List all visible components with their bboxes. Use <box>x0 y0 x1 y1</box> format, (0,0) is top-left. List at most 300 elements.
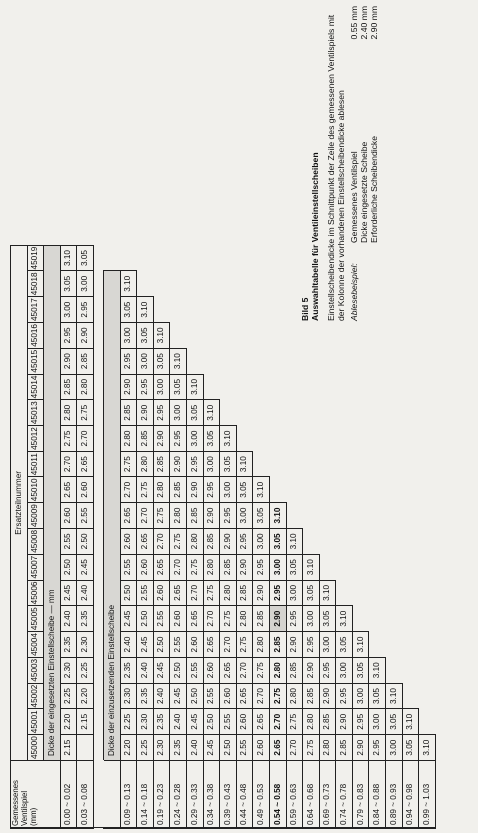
empty-cell <box>286 503 303 529</box>
thickness-cell: 3.00 <box>236 503 253 529</box>
corner-label-line: Ventilspiel <box>19 790 29 826</box>
caption-description: Einstellscheibendicke im Schnittpunkt der Zeile des gemessenen Ventilspiels mit der Kolonne der vorhandenen Einstellscheibendicke ablesen <box>326 14 347 321</box>
thickness-cell: 2.40 <box>186 735 203 761</box>
empty-cell <box>369 606 386 632</box>
example-item-value: 2.40 mm <box>358 6 369 40</box>
part-number-cell: 45018 <box>27 271 44 297</box>
installed-thickness-label: Dicke der eingesetzten Einstellscheibe — mm <box>44 245 61 760</box>
empty-cell <box>269 374 286 400</box>
thickness-cell: 2.80 <box>186 528 203 554</box>
empty-cell <box>336 580 353 606</box>
thickness-cell: 2.50 <box>77 528 94 554</box>
spacer-cell <box>103 245 120 271</box>
empty-cell <box>269 323 286 349</box>
thickness-cell: 3.10 <box>186 374 203 400</box>
empty-cell <box>286 348 303 374</box>
empty-cell <box>386 451 403 477</box>
example-item-label: Gemessenes Ventilspiel <box>348 151 359 243</box>
thickness-cell: 2.80 <box>153 477 170 503</box>
empty-cell <box>419 477 436 503</box>
thickness-cell: 2.70 <box>269 709 286 735</box>
empty-cell <box>419 426 436 452</box>
empty-cell <box>386 400 403 426</box>
thickness-cell: 2.80 <box>170 503 187 529</box>
thickness-cell: 2.75 <box>137 477 154 503</box>
thickness-cell: 3.00 <box>170 400 187 426</box>
empty-cell <box>369 632 386 658</box>
empty-cell <box>402 297 419 323</box>
thickness-cell: 2.85 <box>286 657 303 683</box>
empty-cell <box>336 323 353 349</box>
thickness-cell: 2.95 <box>253 554 270 580</box>
thickness-cell: 2.75 <box>186 554 203 580</box>
empty-cell <box>402 580 419 606</box>
thickness-cell: 2.95 <box>170 426 187 452</box>
thickness-cell: 2.95 <box>137 374 154 400</box>
thickness-cell: 2.55 <box>203 683 220 709</box>
thickness-cell: 2.30 <box>77 632 94 658</box>
empty-cell <box>203 297 220 323</box>
empty-cell <box>203 323 220 349</box>
table-row <box>170 245 187 828</box>
part-number-cell: 45010 <box>27 477 44 503</box>
empty-cell <box>419 271 436 297</box>
thickness-cell: 2.70 <box>286 735 303 761</box>
thickness-cell: 2.35 <box>120 657 137 683</box>
thickness-cell: 3.05 <box>60 271 77 297</box>
empty-cell <box>386 554 403 580</box>
empty-cell <box>286 477 303 503</box>
empty-cell <box>386 632 403 658</box>
part-number-row <box>27 245 44 828</box>
empty-cell <box>352 426 369 452</box>
empty-cell <box>253 400 270 426</box>
thickness-cell: 3.00 <box>369 709 386 735</box>
table-row <box>120 245 137 828</box>
empty-cell <box>386 528 403 554</box>
part-number-cell: 45015 <box>27 348 44 374</box>
installed-label-row <box>44 245 61 828</box>
empty-cell <box>236 271 253 297</box>
empty-cell <box>170 323 187 349</box>
thickness-cell: 3.05 <box>386 709 403 735</box>
empty-cell <box>419 528 436 554</box>
empty-cell <box>352 323 369 349</box>
part-number-cell: 45009 <box>27 503 44 529</box>
thickness-cell: 2.15 <box>77 709 94 735</box>
empty-cell <box>319 374 336 400</box>
empty-cell <box>253 426 270 452</box>
thickness-cell: 2.55 <box>120 554 137 580</box>
thickness-cell: 3.05 <box>369 683 386 709</box>
thickness-cell: 2.50 <box>60 554 77 580</box>
thickness-cell: 2.80 <box>269 657 286 683</box>
thickness-cell: 2.90 <box>170 451 187 477</box>
empty-cell <box>153 271 170 297</box>
thickness-cell: 3.00 <box>269 554 286 580</box>
empty-cell <box>386 580 403 606</box>
thickness-cell: 2.30 <box>153 735 170 761</box>
empty-cell <box>386 606 403 632</box>
thickness-cell: 2.75 <box>220 606 237 632</box>
thickness-cell: 2.85 <box>319 709 336 735</box>
thickness-cell: 2.25 <box>120 709 137 735</box>
thickness-cell: 2.60 <box>77 477 94 503</box>
empty-cell <box>153 297 170 323</box>
table-row <box>402 245 419 828</box>
empty-cell <box>120 245 137 271</box>
empty-cell <box>319 400 336 426</box>
thickness-cell: 2.90 <box>186 477 203 503</box>
thickness-cell: 2.70 <box>120 477 137 503</box>
thickness-cell: 2.25 <box>137 735 154 761</box>
thickness-cell: 3.00 <box>352 683 369 709</box>
thickness-cell: 2.65 <box>137 528 154 554</box>
empty-cell <box>137 245 154 271</box>
empty-cell <box>336 503 353 529</box>
thickness-cell: 3.00 <box>303 606 320 632</box>
empty-cell <box>336 400 353 426</box>
thickness-cell: 3.00 <box>336 657 353 683</box>
empty-cell <box>419 709 436 735</box>
table-row <box>386 245 403 828</box>
empty-cell <box>419 323 436 349</box>
empty-cell <box>303 503 320 529</box>
thickness-cell: 2.90 <box>220 528 237 554</box>
part-number-cell: 45012 <box>27 426 44 452</box>
thickness-cell: 3.00 <box>153 374 170 400</box>
empty-cell <box>186 245 203 271</box>
thickness-cell: 2.90 <box>60 348 77 374</box>
thickness-cell: 3.10 <box>319 580 336 606</box>
thickness-cell: 2.65 <box>60 477 77 503</box>
empty-cell <box>386 297 403 323</box>
table-row <box>60 245 77 828</box>
empty-cell <box>319 426 336 452</box>
thickness-cell: 2.90 <box>269 606 286 632</box>
thickness-cell: 2.60 <box>203 657 220 683</box>
thickness-cell: 3.10 <box>153 323 170 349</box>
thickness-cell: 2.75 <box>269 683 286 709</box>
clearance-range: 0.94 ~ 0.98 <box>402 761 419 829</box>
thickness-cell: 2.90 <box>352 735 369 761</box>
table-row <box>352 245 369 828</box>
thickness-cell: 2.85 <box>220 554 237 580</box>
thickness-cell: 2.35 <box>170 735 187 761</box>
empty-cell <box>402 528 419 554</box>
part-number-cell: 45006 <box>27 580 44 606</box>
figure-caption <box>300 6 379 321</box>
thickness-cell: 2.75 <box>253 657 270 683</box>
empty-cell <box>220 297 237 323</box>
thickness-cell: 3.00 <box>60 297 77 323</box>
clearance-range: 0.54 ~ 0.58 <box>269 761 286 829</box>
thickness-cell: 2.60 <box>137 554 154 580</box>
thickness-cell: 2.85 <box>170 477 187 503</box>
empty-cell <box>419 503 436 529</box>
thickness-cell: 3.05 <box>170 374 187 400</box>
example-item-label: Dicke eingesetzte Scheibe <box>358 141 369 243</box>
table-row <box>137 245 154 828</box>
empty-cell <box>419 606 436 632</box>
clearance-range: 0.84 ~ 0.88 <box>369 761 386 829</box>
thickness-cell: 3.10 <box>203 400 220 426</box>
table-row <box>77 245 94 828</box>
empty-cell <box>419 348 436 374</box>
empty-cell <box>386 271 403 297</box>
thickness-cell: 3.00 <box>203 451 220 477</box>
thickness-cell: 2.90 <box>253 580 270 606</box>
thickness-cell: 2.70 <box>170 554 187 580</box>
thickness-cell: 3.00 <box>386 735 403 761</box>
thickness-cell: 2.95 <box>269 580 286 606</box>
thickness-cell: 3.10 <box>352 632 369 658</box>
thickness-cell: 2.65 <box>153 554 170 580</box>
thickness-cell: 2.65 <box>170 580 187 606</box>
empty-cell <box>352 554 369 580</box>
thickness-cell: 3.10 <box>253 477 270 503</box>
thickness-cell: 2.40 <box>137 657 154 683</box>
table-row <box>203 245 220 828</box>
empty-cell <box>386 477 403 503</box>
thickness-cell: 3.05 <box>236 477 253 503</box>
empty-cell <box>419 632 436 658</box>
thickness-cell: 2.35 <box>60 632 77 658</box>
thickness-cell: 3.10 <box>60 245 77 271</box>
empty-cell <box>369 554 386 580</box>
thickness-cell: 2.40 <box>60 606 77 632</box>
table-row <box>236 245 253 828</box>
thickness-cell: 3.05 <box>77 245 94 271</box>
empty-cell <box>369 374 386 400</box>
empty-cell <box>236 374 253 400</box>
thickness-cell: 2.85 <box>303 683 320 709</box>
thickness-cell: 2.25 <box>60 683 77 709</box>
figure-number: Bild 5 <box>300 297 310 321</box>
clearance-range: 0.99 ~ 1.03 <box>419 761 436 829</box>
part-number-cell: 45001 <box>27 709 44 735</box>
thickness-cell: 2.55 <box>77 503 94 529</box>
empty-cell <box>402 632 419 658</box>
empty-cell <box>419 683 436 709</box>
empty-cell <box>402 451 419 477</box>
empty-cell <box>303 451 320 477</box>
empty-cell <box>352 528 369 554</box>
thickness-cell: 3.05 <box>303 580 320 606</box>
thickness-cell: 2.65 <box>236 683 253 709</box>
thickness-cell: 2.35 <box>137 683 154 709</box>
example-item <box>359 6 369 243</box>
thickness-cell: 2.45 <box>186 709 203 735</box>
clearance-range: 0.64 ~ 0.68 <box>303 761 320 829</box>
table-row <box>153 245 170 828</box>
thickness-cell: 2.40 <box>170 709 187 735</box>
thickness-cell: 2.60 <box>170 606 187 632</box>
empty-cell <box>402 323 419 349</box>
thickness-cell: 2.85 <box>60 374 77 400</box>
empty-cell <box>186 271 203 297</box>
empty-cell <box>419 245 436 271</box>
thickness-cell: 2.60 <box>120 528 137 554</box>
thickness-cell: 2.65 <box>269 735 286 761</box>
thickness-cell: 2.70 <box>253 683 270 709</box>
corner-label-line: (mm) <box>28 807 38 826</box>
thickness-cell: 2.75 <box>77 400 94 426</box>
thickness-cell: 2.65 <box>220 657 237 683</box>
part-number-cell: 45011 <box>27 451 44 477</box>
thickness-cell: 2.90 <box>303 657 320 683</box>
empty-cell <box>402 271 419 297</box>
thickness-cell: 2.30 <box>137 709 154 735</box>
thickness-cell: 2.90 <box>120 374 137 400</box>
empty-cell <box>236 400 253 426</box>
thickness-cell: 2.40 <box>120 632 137 658</box>
thickness-cell: 2.90 <box>236 554 253 580</box>
table-row <box>253 245 270 828</box>
empty-cell <box>303 477 320 503</box>
empty-cell <box>236 426 253 452</box>
clearance-range: 0.39 ~ 0.43 <box>220 761 237 829</box>
thickness-cell: 2.80 <box>286 683 303 709</box>
table-row <box>303 245 320 828</box>
part-number-cell: 45004 <box>27 632 44 658</box>
thickness-cell: 3.00 <box>319 632 336 658</box>
thickness-cell: 2.90 <box>153 426 170 452</box>
thickness-cell: 2.80 <box>253 632 270 658</box>
thickness-cell: 2.85 <box>137 426 154 452</box>
clearance-range: 0.89 ~ 0.93 <box>386 761 403 829</box>
part-number-cell: 45019 <box>27 245 44 271</box>
thickness-cell: 2.85 <box>203 528 220 554</box>
part-number-cell: 45007 <box>27 554 44 580</box>
empty-cell <box>203 348 220 374</box>
thickness-cell: 2.45 <box>153 657 170 683</box>
empty-cell <box>419 451 436 477</box>
thickness-cell: 2.65 <box>77 451 94 477</box>
thickness-cell: 2.90 <box>286 632 303 658</box>
empty-cell <box>220 374 237 400</box>
thickness-cell: 3.10 <box>419 735 436 761</box>
clearance-range: 0.74 ~ 0.78 <box>336 761 353 829</box>
empty-cell <box>386 245 403 271</box>
thickness-cell: 2.45 <box>203 735 220 761</box>
thickness-cell: 2.60 <box>220 683 237 709</box>
thickness-cell: 2.95 <box>60 323 77 349</box>
thickness-cell: 2.70 <box>60 451 77 477</box>
clearance-range: 0.29 ~ 0.33 <box>186 761 203 829</box>
thickness-cell: 3.00 <box>137 348 154 374</box>
thickness-cell: 3.05 <box>253 503 270 529</box>
thickness-cell: 2.55 <box>186 657 203 683</box>
empty-cell <box>336 554 353 580</box>
empty-cell <box>236 297 253 323</box>
clearance-range: 0.00 ~ 0.02 <box>60 761 77 829</box>
thickness-cell: 2.60 <box>253 735 270 761</box>
thickness-cell: 2.45 <box>60 580 77 606</box>
empty-cell <box>220 271 237 297</box>
table-row <box>319 245 336 828</box>
thickness-cell: 2.55 <box>137 580 154 606</box>
empty-cell <box>286 400 303 426</box>
thickness-cell: 2.30 <box>60 657 77 683</box>
empty-cell <box>352 348 369 374</box>
part-number-cell: 45000 <box>27 735 44 761</box>
thickness-cell: 3.05 <box>153 348 170 374</box>
spacer-cell <box>93 245 103 760</box>
thickness-cell: 2.45 <box>170 683 187 709</box>
thickness-cell: 3.00 <box>77 271 94 297</box>
empty-cell <box>369 451 386 477</box>
empty-cell <box>186 323 203 349</box>
thickness-cell: 2.75 <box>203 580 220 606</box>
thickness-cell: 2.40 <box>153 683 170 709</box>
thickness-cell: 2.85 <box>336 735 353 761</box>
thickness-cell: 2.75 <box>170 528 187 554</box>
thickness-cell: 3.00 <box>186 426 203 452</box>
thickness-cell: 2.20 <box>120 735 137 761</box>
example-item <box>349 6 359 243</box>
thickness-cell: 3.00 <box>220 477 237 503</box>
thickness-cell: 3.00 <box>120 323 137 349</box>
empty-cell <box>170 297 187 323</box>
thickness-cell: 3.05 <box>120 297 137 323</box>
thickness-cell: 2.90 <box>319 683 336 709</box>
thickness-cell: 2.75 <box>60 426 77 452</box>
thickness-cell: 2.95 <box>352 709 369 735</box>
empty-cell <box>319 323 336 349</box>
thickness-cell: 2.20 <box>77 683 94 709</box>
empty-cell <box>402 426 419 452</box>
empty-cell <box>319 477 336 503</box>
empty-cell <box>303 426 320 452</box>
thickness-cell: 3.10 <box>386 683 403 709</box>
empty-cell <box>386 426 403 452</box>
empty-cell <box>419 297 436 323</box>
empty-cell <box>319 554 336 580</box>
thickness-cell: 3.05 <box>402 735 419 761</box>
table-row <box>369 245 386 828</box>
empty-cell <box>303 400 320 426</box>
thickness-cell: 2.50 <box>170 657 187 683</box>
empty-cell <box>236 323 253 349</box>
empty-cell <box>269 245 286 271</box>
thickness-cell: 2.15 <box>60 735 77 761</box>
empty-cell <box>137 271 154 297</box>
thickness-cell: 3.00 <box>286 580 303 606</box>
empty-cell <box>336 374 353 400</box>
thickness-cell: 2.80 <box>236 606 253 632</box>
example-label: Ablesebeispiel: <box>348 263 359 321</box>
thickness-cell: 3.05 <box>319 606 336 632</box>
thickness-cell: 2.45 <box>77 554 94 580</box>
part-number-cell: 45002 <box>27 683 44 709</box>
empty-cell <box>352 580 369 606</box>
thickness-cell: 2.95 <box>186 451 203 477</box>
thickness-cell: 3.05 <box>336 632 353 658</box>
empty-cell <box>269 271 286 297</box>
empty-cell <box>253 374 270 400</box>
part-number-cell: 45013 <box>27 400 44 426</box>
thickness-cell: 2.95 <box>120 348 137 374</box>
thickness-cell: 2.55 <box>60 528 77 554</box>
thickness-cell: 2.70 <box>77 426 94 452</box>
thickness-cell: 2.50 <box>137 606 154 632</box>
thickness-cell: 2.85 <box>186 503 203 529</box>
empty-cell <box>319 451 336 477</box>
part-number-cell: 45008 <box>27 528 44 554</box>
thickness-cell: 2.90 <box>137 400 154 426</box>
empty-cell <box>186 297 203 323</box>
